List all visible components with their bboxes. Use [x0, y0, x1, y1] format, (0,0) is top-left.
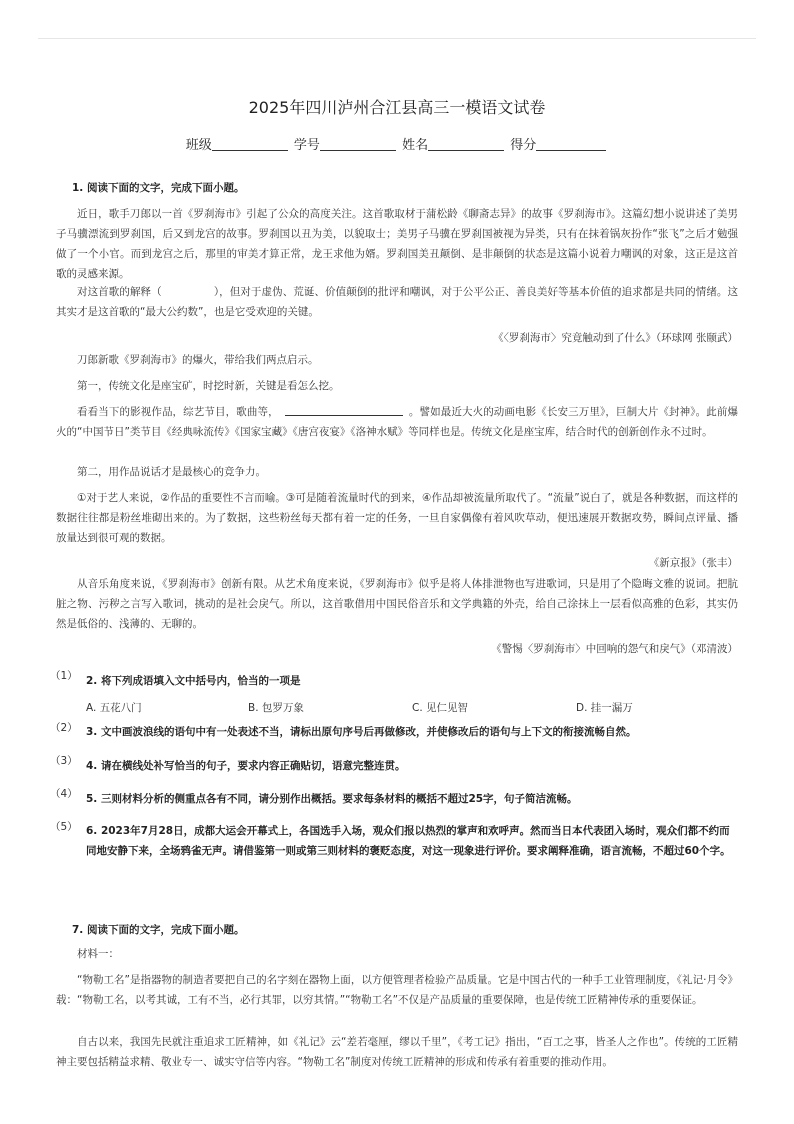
source-citation: 《新京报》（张丰）: [648, 557, 738, 569]
fill-in-blank[interactable]: [285, 403, 403, 416]
passage-paragraph: [56, 402, 738, 442]
top-divider: [38, 38, 756, 39]
paragraph-part: 看看当下的影视作品，综艺节目，歌曲等，: [77, 406, 279, 418]
paragraph-part: 。譬如最近大火的动画电影《长安三万里》，巨制大片《封神》。此前爆火的“中国节日”类节目《经典咏流传》《国家宝藏》《唐宫夜宴》《洛神水赋》等同样也是。传统文化是座宝库，结合时代的创新创作永不过时。: [56, 406, 739, 438]
subquestion-number: （1）: [50, 670, 78, 682]
question-7-heading: 7. 阅读下面的文字，完成下面小题。: [72, 924, 245, 936]
score-label: 得分: [510, 138, 537, 153]
subquestion-text: 2. 将下列成语填入文中括号内，恰当的一项是: [86, 675, 301, 687]
class-blank[interactable]: [212, 136, 288, 151]
paragraph-part: ），但对于虚伪、荒诞、价值颠倒的批评和嘲讽，对于公平公正、善良美好等基本价值的追求都是共同的情绪。这其实才是这首歌的“最大公约数”，也是它受欢迎的关键。: [56, 286, 739, 318]
source-citation: 《警惕〈罗刹海市〉中回响的怨气和戾气》（邓清波）: [491, 643, 738, 655]
question-1-heading: 1. 阅读下面的文字，完成下面小题。: [72, 182, 245, 194]
material-label: 材料一：: [77, 948, 119, 960]
passage-paragraph: [56, 282, 738, 322]
passage-paragraph: 从音乐角度来说，《罗刹海市》创新有限。从艺术角度来说，《罗刹海市》似乎是将人体排泄物也写进歌词，只是用了个隐晦文雅的说词。把肮脏之物、污秽之言写入歌词，挑动的是社会戾气。所以，这首歌借用中国民俗音乐和文学典籍的外壳，给自己涂抹上一层看似高雅的色彩，其实仍然是低俗的、浅薄的、无聊的。: [56, 578, 738, 630]
score-blank[interactable]: [536, 136, 606, 151]
subquestion-number: （5）: [50, 821, 78, 833]
passage-paragraph: 第一，传统文化是座宝矿，时挖时新，关键是看怎么挖。: [77, 380, 340, 392]
id-label: 学号: [293, 138, 320, 153]
page-title: 2025年四川泸州合江县高三一模语文试卷: [248, 98, 546, 117]
option-b[interactable]: B. 包罗万象: [248, 702, 304, 714]
option-c[interactable]: C. 见仁见智: [412, 702, 469, 714]
id-blank[interactable]: [320, 136, 396, 151]
name-label: 姓名: [402, 138, 429, 153]
class-label: 班级: [185, 138, 212, 153]
subquestion-text: 6. 2023年7月28日，成都大运会开幕式上，各国选手入场，观众们报以热烈的掌声和欢呼声。然而当日本代表团入场时，观众们都不约而同地安静下来，全场鸦雀无声。请借鉴第一则或第三则材料的褒贬态度，对这一现象进行评价。要求阐释准确，语言流畅，不超过60个字。: [86, 825, 731, 857]
passage-paragraph: 刀郎新歌《罗刹海市》的爆火，带给我们两点启示。: [77, 354, 319, 366]
subquestion-text: 3. 文中画波浪线的语句中有一处表述不当，请标出原句序号后再做修改，并使修改后的语句与上下文的衔接流畅自然。: [86, 726, 637, 738]
passage-paragraph: “物勒工名”是指器物的制造者要把自己的名字刻在器物上面，以方便管理者检验产品质量。它是中国古代的一种手工业管理制度，《礼记·月令》载：“物勒工名，以考其诚，工有不当，必行其罪，以穷其情。”“物勒工名”不仅是产品质量的重要保障，也是传统工匠精神传承的重要保证。: [56, 974, 738, 1006]
student-info-line: [0, 134, 794, 153]
option-a[interactable]: A. 五花八门: [86, 702, 142, 714]
name-blank[interactable]: [428, 136, 504, 151]
paragraph-part: 对这首歌的解释（: [77, 286, 162, 298]
subquestion-number: （3）: [50, 755, 78, 767]
subquestion-text: 4. 请在横线处补写恰当的句子，要求内容正确贴切，语意完整连贯。: [86, 760, 406, 772]
source-citation: 《〈罗刹海市〉究竟触动到了什么》（环球网 张颐武）: [493, 332, 738, 344]
passage-paragraph: 自古以来，我国先民就注重追求工匠精神，如《礼记》云“差若毫厘，缪以千里”，《考工记》指出，“百工之事，皆圣人之作也”。传统的工匠精神主要包括精益求精、敬业专一、诚实守信等内容。“物勒工名”制度对传统工匠精神的形成和传承有着重要的推动作用。: [56, 1036, 738, 1068]
passage-paragraph: 第二，用作品说话才是最核心的竞争力。: [77, 466, 266, 478]
subquestion-number: （4）: [50, 788, 78, 800]
option-d[interactable]: D. 挂一漏万: [576, 702, 633, 714]
passage-paragraph: 近日，歌手刀郎以一首《罗刹海市》引起了公众的高度关注。这首歌取材于蒲松龄《聊斋志异》的故事《罗刹海市》。这篇幻想小说讲述了美男子马骥漂流到罗刹国，后又到龙宫的故事。罗刹国以丑为美，以貌取士；美男子马骥在罗刹国被视为异类，只有在抹着锅灰扮作“张飞”之后才勉强做了一个小官。而到龙宫之后，那里的审美才算正常，龙王求他为婿。罗刹国美丑颠倒、是非颠倒的状态是这篇小说着力嘲讽的对象，这正是这首歌的灵感来源。: [56, 208, 738, 280]
subquestion-number: （2）: [50, 722, 78, 734]
wavy-line-paragraph: ①对于艺人来说，②作品的重要性不言而喻。③可是随着流量时代的到来，④作品却被流量所取代了。“流量”说白了，就是各种数据，而这样的数据往往都是粉丝堆砌出来的。为了数据，这些粉丝每天都有着一定的任务，一旦自家偶像有着风吹草动，便迅速展开数据攻势，瞬间点评量、播放量达到很可观的数据。: [56, 492, 738, 544]
subquestion-text: 5. 三则材料分析的侧重点各有不同，请分别作出概括。要求每条材料的概括不超过25字，句子简洁流畅。: [86, 793, 578, 805]
